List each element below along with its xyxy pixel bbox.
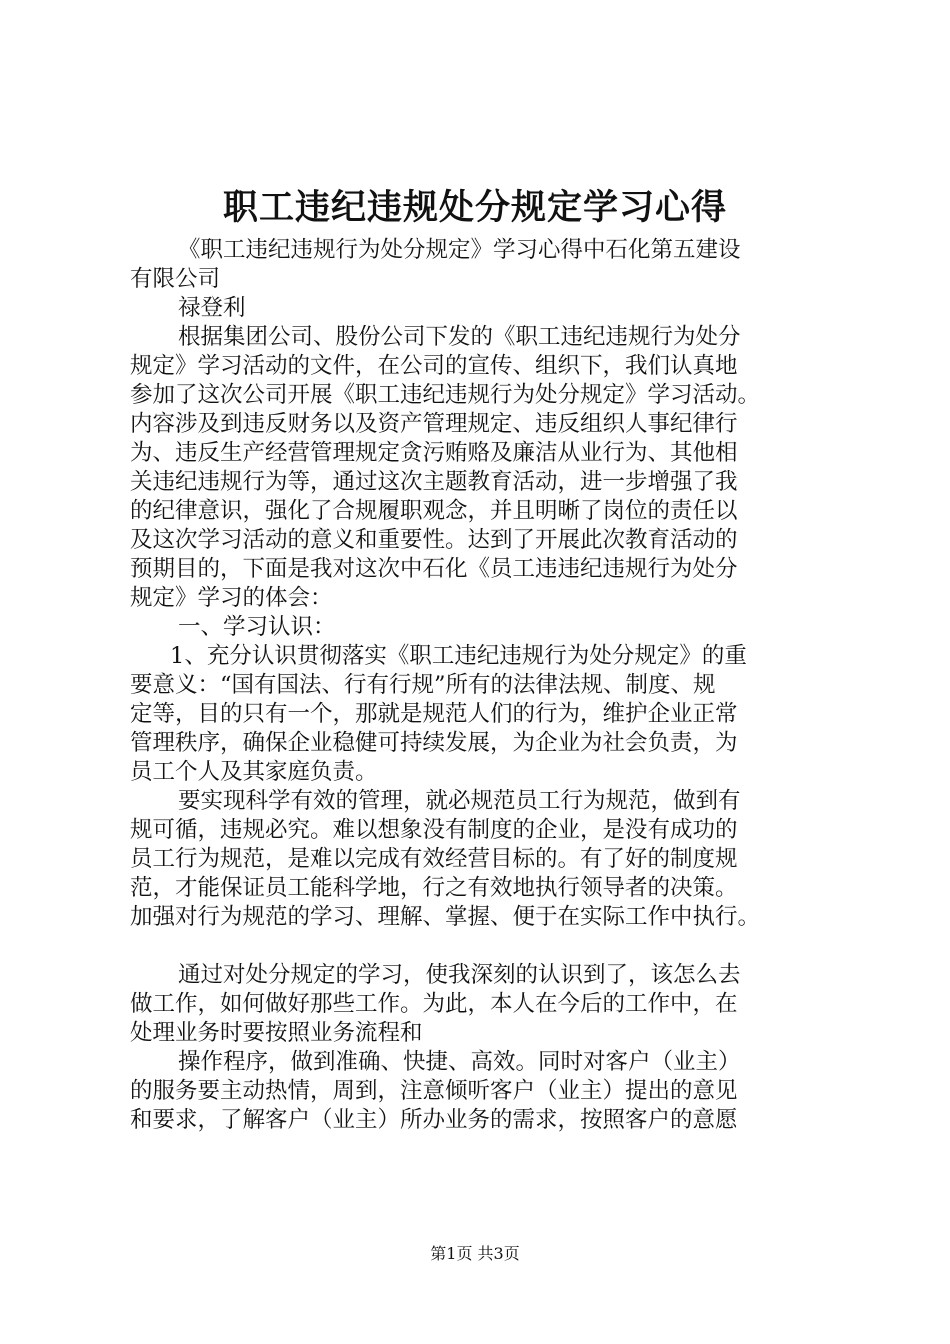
paragraph-line: 规定》学习活动的文件，在公司的宣传、组织下，我们认真地 xyxy=(130,353,738,379)
paragraph-line: 及这次学习活动的意义和重要性。达到了开展此次教育活动的 xyxy=(130,527,738,553)
paragraph-spacer xyxy=(130,932,846,961)
paragraph-line: 的服务要主动热情，周到，注意倾听客户（业主）提出的意见 xyxy=(130,1078,738,1104)
paragraph-line: 要意义：“国有国法、行有行规”所有的法律法规、制度、规 xyxy=(130,672,716,698)
paragraph-line: 员工行为规范，是难以完成有效经营目标的。有了好的制度规 xyxy=(130,846,738,872)
paragraph-line: 处理业务时要按照业务流程和 xyxy=(130,1020,423,1046)
paragraph-line: 做工作，如何做好那些工作。为此，本人在今后的工作中，在 xyxy=(130,991,738,1017)
paragraph-line: 1、充分认识贯彻落实《职工违纪违规行为处分规定》的重 xyxy=(170,643,747,669)
paragraph-line: 的纪律意识，强化了合规履职观念，并且明晰了岗位的责任以 xyxy=(130,498,738,524)
page-footer: 第1页 共3页 xyxy=(430,1244,520,1263)
paragraph-line: 《职工违纪违规行为处分规定》学习心得中石化第五建设 xyxy=(178,237,741,263)
paragraph-line: 内容涉及到违反财务以及资产管理规定、违反组织人事纪律行 xyxy=(130,411,738,437)
document-body xyxy=(130,236,846,1135)
paragraph-line: 范，才能保证员工能科学地，行之有效地执行领导者的决策。 xyxy=(130,875,738,901)
paragraph-line: 员工个人及其家庭负责。 xyxy=(130,759,378,785)
paragraph-line: 根据集团公司、股份公司下发的《职工违纪违规行为处分 xyxy=(178,324,741,350)
paragraph-line: 为、违反生产经营管理规定贪污贿赂及廉洁从业行为、其他相 xyxy=(130,440,738,466)
paragraph-line: 管理秩序，确保企业稳健可持续发展，为企业为社会负责，为 xyxy=(130,730,738,756)
author-name: 禄登利 xyxy=(178,295,246,321)
paragraph-line: 有限公司 xyxy=(130,266,221,292)
paragraph-line: 操作程序，做到准确、快捷、高效。同时对客户（业主） xyxy=(178,1049,741,1075)
paragraph-line: 参加了这次公司开展《职工违纪违规行为处分规定》学习活动。 xyxy=(130,382,761,408)
paragraph-line: 关违纪违规行为等，通过这次主题教育活动，进一步增强了我 xyxy=(130,469,738,495)
paragraph-line: 和要求，了解客户（业主）所办业务的需求，按照客户的意愿 xyxy=(130,1107,738,1133)
paragraph-line: 定等，目的只有一个，那就是规范人们的行为，维护企业正常 xyxy=(130,701,738,727)
paragraph-line: 规定》学习的体会： xyxy=(130,585,333,611)
section-heading: 一、学习认识： xyxy=(178,614,336,640)
paragraph-line: 规可循，违规必究。难以想象没有制度的企业，是没有成功的 xyxy=(130,817,738,843)
paragraph-line: 通过对处分规定的学习，使我深刻的认识到了，该怎么去 xyxy=(178,962,741,988)
paragraph-line: 加强对行为规范的学习、理解、掌握、便于在实际工作中执行。 xyxy=(130,904,761,930)
paragraph-line: 预期目的，下面是我对这次中石化《员工违违纪违规行为处分 xyxy=(130,556,738,582)
paragraph-line: 要实现科学有效的管理，就必规范员工行为规范，做到有 xyxy=(178,788,741,814)
document-title: 职工违纪违规处分规定学习心得 xyxy=(222,187,727,228)
